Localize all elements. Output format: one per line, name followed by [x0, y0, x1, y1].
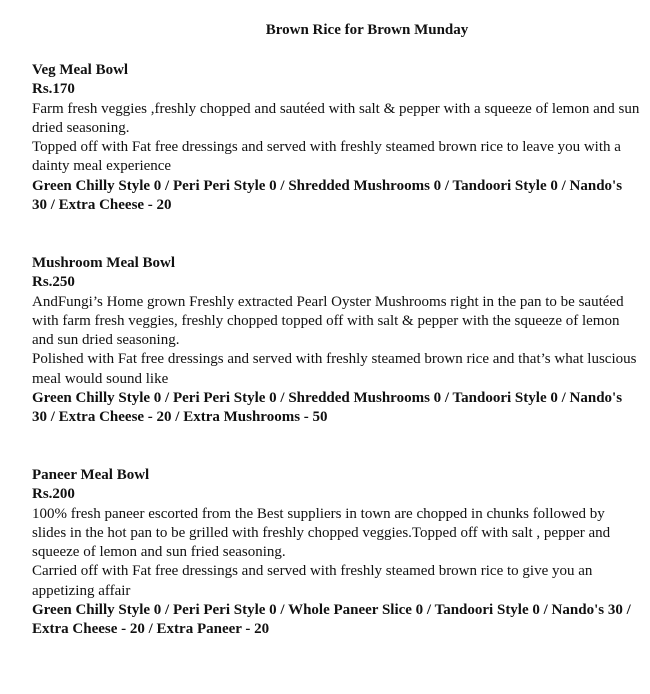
item-price: Rs.170 — [32, 81, 75, 98]
menu-item-veg-meal-bowl — [32, 61, 640, 215]
menu-item-mushroom-meal-bowl — [32, 254, 640, 428]
item-name: Paneer Meal Bowl — [32, 467, 150, 483]
item-description: Polished with Fat free dressings and served with freshly steamed brown rice and that’s what luscious meal would sound like — [32, 351, 637, 387]
item-name: Mushroom Meal Bowl — [32, 255, 176, 271]
menu-item-paneer-meal-bowl — [32, 466, 640, 640]
item-description: 100% fresh paneer escorted from the Best suppliers in town are chopped in chunks followed by slides in the hot pan to be grilled with freshly chopped veggies.Topped off with salt , pepper and squeeze of lemon and sun fried seasoning. — [32, 505, 611, 561]
item-price: Rs.200 — [32, 486, 75, 503]
item-description: Carried off with Fat free dressings and served with freshly steamed brown rice to give you an appetizing affair — [32, 563, 593, 599]
item-description: Topped off with Fat free dressings and served with freshly steamed brown rice to leave you with a dainty meal experience — [32, 139, 621, 175]
item-name: Veg Meal Bowl — [32, 62, 129, 78]
item-description: Farm fresh veggies ,freshly chopped and sautéed with salt & pepper with a squeeze of lemon and sun dried seasoning. — [32, 100, 640, 136]
item-options: Green Chilly Style 0 / Peri Peri Style 0 / Shredded Mushrooms 0 / Tandoori Style 0 / Nando's 30 / Extra Cheese - 20 / Extra Mushrooms - 50 — [32, 390, 623, 426]
item-description: AndFungi’s Home grown Freshly extracted Pearl Oyster Mushrooms right in the pan to be sautéed with farm fresh veggies, freshly chopped topped off with salt & pepper with the squeeze of lemon and sun dried seasoning. — [32, 293, 624, 349]
document-title: Brown Rice for Brown Munday — [265, 22, 469, 38]
item-options: Green Chilly Style 0 / Peri Peri Style 0 / Shredded Mushrooms 0 / Tandoori Style 0 / Nando's 30 / Extra Cheese - 20 — [32, 177, 623, 214]
item-price: Rs.250 — [32, 274, 75, 291]
item-options: Green Chilly Style 0 / Peri Peri Style 0 / Whole Paneer Slice 0 / Tandoori Style 0 / Nando's 30 / Extra Cheese - 20 / Extra Paneer - 20 — [32, 602, 631, 638]
